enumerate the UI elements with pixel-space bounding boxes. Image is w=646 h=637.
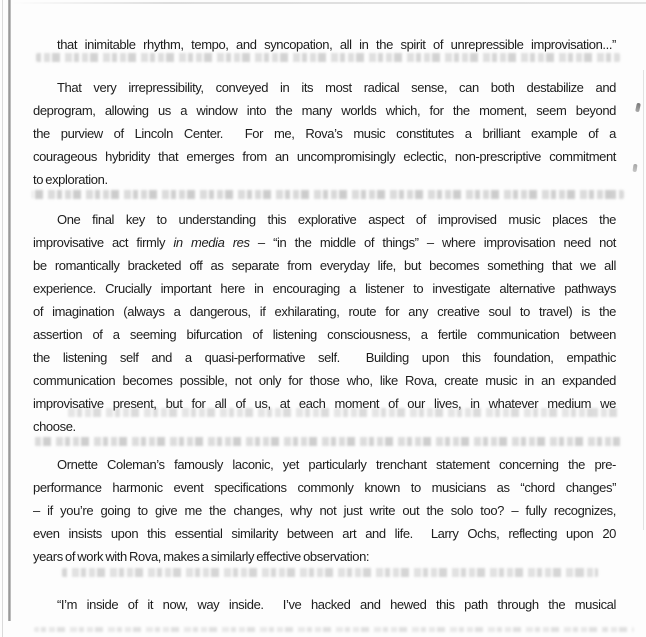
text-line bbox=[57, 593, 616, 616]
text-segment: performance harmonic event specifications commonly known to musicians as “chord changes” bbox=[33, 480, 616, 495]
text-line bbox=[57, 33, 616, 56]
text-segment: – “in the middle of things” – where improvisation need not bbox=[249, 235, 616, 250]
paragraph-irrepressibility bbox=[33, 76, 616, 191]
text-segment: years of work with Rova, makes a similarly effective observation: bbox=[33, 549, 370, 564]
text-line bbox=[33, 254, 616, 277]
blockquote-continuation bbox=[57, 33, 616, 56]
text-line bbox=[33, 208, 616, 231]
text-line bbox=[33, 415, 616, 438]
text-segment: deprogram, allowing us a window into the many worlds which, for the moment, seem beyond bbox=[33, 103, 616, 118]
text-line bbox=[33, 231, 616, 254]
text-line bbox=[33, 499, 616, 522]
text-segment: Ornette Coleman’s famously laconic, yet particularly trenchant statement concerning the pre- bbox=[57, 457, 616, 472]
text-line bbox=[33, 76, 616, 99]
text-line bbox=[33, 323, 616, 346]
text-segment: even insists upon this essential similarity between art and life. Larry Ochs, reflecting upon 20 bbox=[33, 526, 616, 541]
text-line bbox=[33, 392, 616, 415]
paragraph-ornette-coleman bbox=[33, 453, 616, 568]
paragraph-in-media-res bbox=[33, 208, 616, 438]
text-segment: choose. bbox=[33, 419, 76, 434]
text-segment: “I’m inside of it now, way inside. I’ve hacked and hewed this path through the musical bbox=[57, 597, 616, 612]
scan-speck bbox=[632, 164, 637, 172]
text-segment: of imagination (always a dangerous, if exhilarating, route for any creative soul to travel) is the bbox=[33, 304, 616, 319]
text-segment: be romantically bracketed off as separate from everyday life, but becomes something that we all bbox=[33, 258, 616, 273]
text-line bbox=[33, 522, 616, 545]
text-segment: courageous hybridity that emerges from an uncompromisingly eclectic, non-prescriptive commitment bbox=[33, 149, 616, 164]
text-segment: – if you’re going to give me the changes, why not just write out the solo too? – fully recognizes, bbox=[33, 503, 616, 518]
text-line bbox=[33, 476, 616, 499]
text-segment: improvisative act firmly bbox=[33, 235, 174, 250]
text-segment: improvisative present, but for all of us, at each moment of our lives, in whatever medium we bbox=[33, 396, 616, 411]
text-segment: the listening self and a quasi-performative self. Building upon this foundation, empathic bbox=[33, 350, 616, 365]
italic-phrase: in media res bbox=[173, 235, 250, 250]
text-segment: experience. Crucially important here in encouraging a listener to investigate alternative pathways bbox=[33, 281, 616, 296]
text-segment: that inimitable rhythm, tempo, and syncopation, all in the spirit of unrepressible improvisation...” bbox=[57, 37, 616, 52]
text-line bbox=[33, 277, 616, 300]
text-segment: communication becomes possible, not only for those who, like Rova, create music in an expanded bbox=[33, 373, 616, 388]
scan-speck bbox=[635, 103, 641, 113]
text-line bbox=[33, 99, 616, 122]
text-line bbox=[33, 168, 616, 191]
text-line bbox=[33, 122, 616, 145]
text-line bbox=[33, 369, 616, 392]
scan-edge-outer-line bbox=[2, 0, 3, 637]
scan-edge-left-line bbox=[8, 0, 11, 621]
text-line bbox=[33, 545, 616, 568]
text-segment: One final key to understanding this explorative aspect of improvised music places the bbox=[57, 212, 616, 227]
text-line bbox=[33, 145, 616, 168]
text-segment: That very irrepressibility, conveyed in its most radical sense, can both destabilize and bbox=[57, 80, 616, 95]
blockquote-larry-ochs bbox=[57, 593, 616, 616]
text-line bbox=[33, 453, 616, 476]
text-line bbox=[33, 346, 616, 369]
scan-edge-right-line bbox=[643, 70, 644, 530]
page-content bbox=[33, 0, 616, 637]
text-segment: to exploration. bbox=[33, 172, 108, 187]
text-segment: the purview of Lincoln Center. For me, Rova’s music constitutes a brilliant example of a bbox=[33, 126, 616, 141]
text-line bbox=[33, 300, 616, 323]
text-segment: assertion of a seeming bifurcation of listening consciousness, a fertile communication between bbox=[33, 327, 616, 342]
